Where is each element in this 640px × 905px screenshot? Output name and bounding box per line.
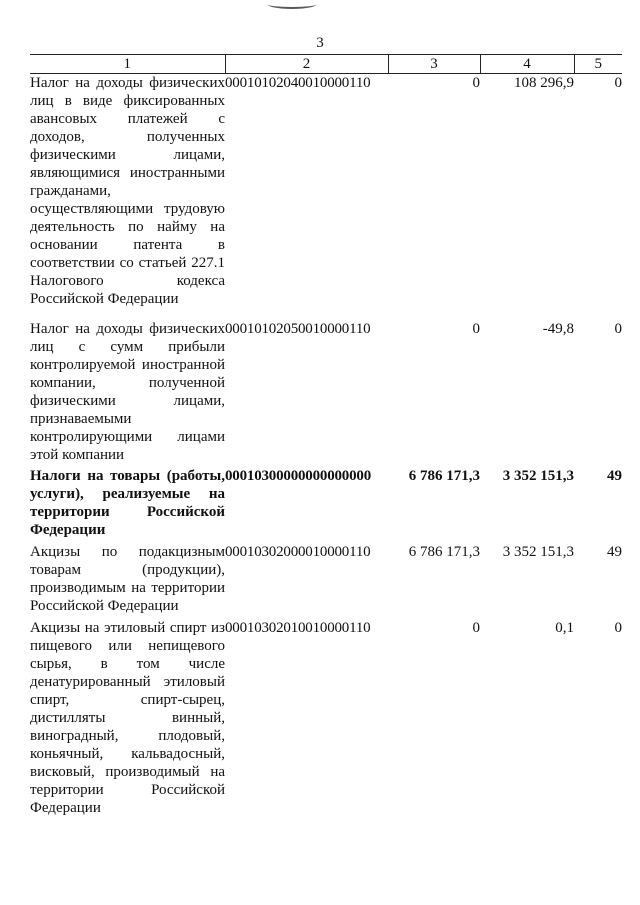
row-col4: 3 352 151,3 (502, 543, 574, 560)
table-row (30, 74, 622, 320)
row-col3: 0 (472, 619, 480, 636)
table-row (30, 543, 622, 619)
column-header-2: 2 (225, 55, 388, 74)
row-name: Налоги на товары (работы, услуги), реализуемые на территории Российской Федерации (30, 467, 225, 538)
row-col4: -49,8 (542, 320, 574, 337)
table-row (30, 320, 622, 467)
page-number: 3 (316, 35, 324, 51)
row-name: Налог на доходы физических лиц в виде фиксированных авансовых платежей с доходов, полученных физическими лицами, являющимися иностранными гражданами, осуществляющими трудовую деятельность по найму на основании патента в соответствии со статьей 227.1 Налогового кодекса Российской Федерации (30, 75, 225, 307)
row-col5: 49 (607, 543, 622, 560)
row-code: 00010302010010000110 (225, 619, 371, 636)
row-col4: 108 296,9 (514, 75, 574, 91)
row-code: 00010102040010000110 (225, 75, 371, 91)
row-code: 00010302000010000110 (225, 543, 371, 560)
table-row-section (30, 467, 622, 543)
row-col3: 6 786 171,3 (408, 543, 480, 560)
row-col5: 0 (614, 75, 622, 91)
row-col3: 0 (472, 320, 480, 337)
table-header-row (30, 55, 622, 74)
column-header-5: 5 (574, 55, 622, 74)
column-header-1: 1 (30, 55, 225, 74)
row-col5: 0 (614, 320, 622, 337)
row-name: Акцизы на этиловый спирт из пищевого или непищевого сырья, в том числе денатурированный этиловый спирт, спирт-сырец, дистилляты винный, виноградный, плодовый, коньячный, кальвадосный, висковый, производимый на территории Российской Федерации (30, 619, 225, 816)
revenue-table (30, 54, 622, 819)
table-row (30, 619, 622, 819)
scan-artifact (268, 0, 316, 9)
row-col3: 6 786 171,3 (408, 467, 480, 484)
row-col3: 0 (472, 75, 480, 91)
column-header-4: 4 (480, 55, 574, 74)
row-name: Налог на доходы физических лиц с сумм прибыли контролируемой иностранной компании, полученной физическими лицами, признаваемыми контролирующими лицами этой компании (30, 320, 225, 463)
row-col4: 3 352 151,3 (502, 467, 574, 484)
row-code: 00010102050010000110 (225, 320, 371, 337)
row-col5: 0 (614, 619, 622, 636)
row-code: 00010300000000000000 (225, 467, 372, 484)
row-col4: 0,1 (555, 619, 574, 636)
column-header-3: 3 (388, 55, 480, 74)
row-col5: 49 (607, 467, 622, 484)
row-name: Акцизы по подакцизным товарам (продукции), производимым на территории Российской Федерации (30, 543, 225, 614)
